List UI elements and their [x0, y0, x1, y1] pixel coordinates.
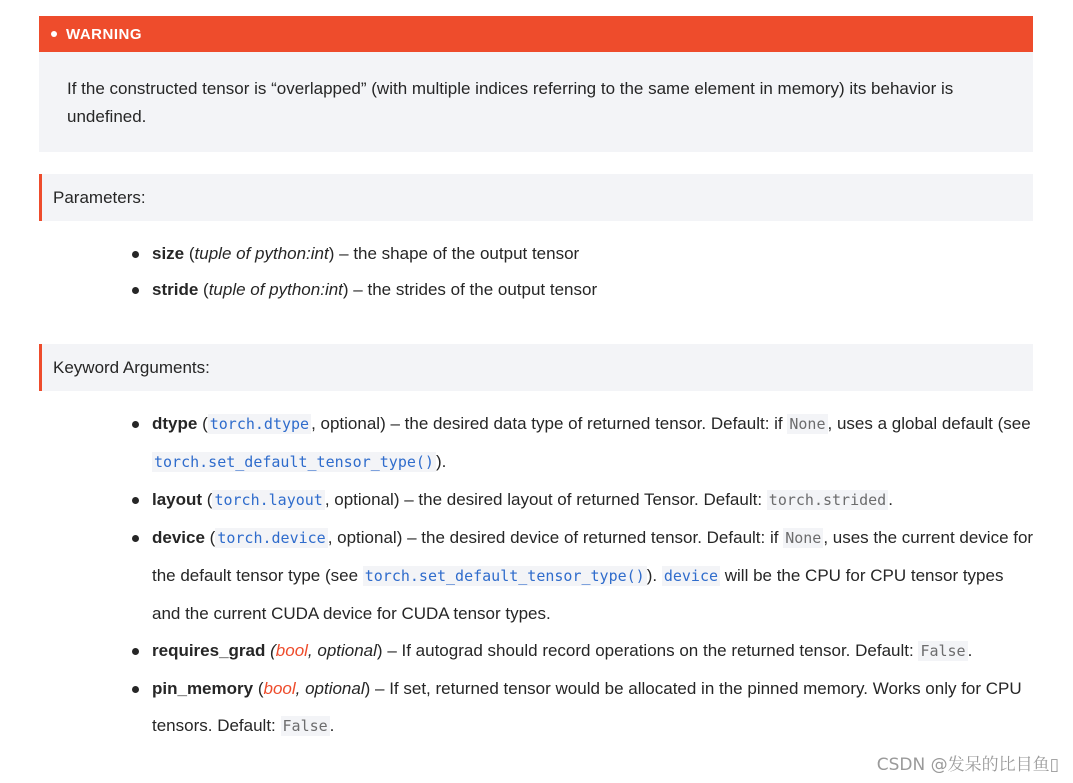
warning-body: If the constructed tensor is “overlapped” (with multiple indices referring to the same element in memory) its behavior is undefined. — [39, 52, 1033, 152]
list-item — [130, 405, 1035, 481]
default-literal: torch.strided — [768, 491, 887, 509]
text-end: . — [888, 490, 893, 509]
param-description: , optional) – the desired device of returned tensor. Default: if — [327, 528, 784, 547]
warning-header — [39, 16, 1033, 52]
param-name: pin_memory — [152, 679, 254, 698]
none-literal: None — [785, 529, 822, 547]
paren-open: ( — [202, 490, 213, 509]
param-description: , optional) – the desired layout of returned Tensor. Default: — [324, 490, 767, 509]
list-item — [130, 236, 1035, 272]
param-type: tuple of python:int — [194, 244, 329, 263]
device-link[interactable]: device — [663, 567, 719, 585]
paren-open: ( — [197, 414, 208, 433]
param-name: layout — [152, 490, 203, 509]
paren-open: ( — [198, 280, 209, 299]
list-item — [130, 272, 1035, 308]
param-type: tuple of python:int — [208, 280, 343, 299]
type-link[interactable]: torch.layout — [214, 491, 323, 509]
keyword-arguments-list — [130, 405, 1035, 745]
watermark: CSDN @发呆的比目鱼▯ — [876, 755, 1059, 775]
bullet-icon — [51, 31, 57, 37]
param-name: stride — [152, 280, 199, 299]
optional-label: , optional — [295, 679, 365, 698]
list-item — [130, 632, 1035, 670]
param-description: , uses the current device for the default tensor type (see — [152, 528, 1034, 585]
param-description: – the strides of the output tensor — [348, 280, 598, 299]
default-literal: False — [920, 642, 966, 660]
optional-label: , optional — [307, 641, 377, 660]
type-link[interactable]: torch.device — [217, 529, 326, 547]
warning-title: WARNING — [66, 25, 142, 43]
paren-open: ( — [265, 641, 276, 660]
param-name: requires_grad — [152, 641, 266, 660]
list-item — [130, 670, 1035, 745]
text-end: . — [329, 716, 335, 735]
paren-close: ) — [376, 641, 383, 660]
param-name: device — [152, 528, 205, 547]
keyword-arguments-heading: Keyword Arguments: — [39, 344, 1033, 391]
type-link[interactable]: bool — [275, 641, 308, 660]
function-link[interactable]: torch.set_default_tensor_type() — [364, 567, 645, 585]
function-link[interactable]: torch.set_default_tensor_type() — [154, 453, 434, 471]
paren-close: ) — [328, 244, 335, 263]
param-description: , uses a global default (see — [827, 414, 1031, 433]
param-description: – the shape of the output tensor — [334, 244, 580, 263]
list-item — [130, 519, 1035, 632]
parameters-heading: Parameters: — [39, 174, 1033, 221]
param-description: will be the CPU for CPU tensor types and the current CUDA device for CUDA tensor types. — [152, 566, 1004, 623]
text-end: . — [967, 641, 973, 660]
parameters-list — [130, 236, 1035, 308]
param-name: size — [152, 244, 185, 263]
default-literal: False — [282, 717, 328, 735]
param-name: dtype — [152, 414, 198, 433]
text-end: ). — [435, 452, 447, 471]
param-description: , optional) – the desired data type of returned tensor. Default: if — [311, 414, 788, 433]
type-link[interactable]: torch.dtype — [209, 415, 310, 433]
none-literal: None — [789, 415, 826, 433]
paren-close: ) — [364, 679, 371, 698]
text-mid: ). — [646, 566, 662, 585]
paren-open: ( — [204, 528, 216, 547]
param-description: – If autograd should record operations on the returned tensor. Default: — [382, 641, 919, 660]
warning-admonition — [39, 16, 1033, 152]
list-item — [130, 481, 1035, 519]
paren-open: ( — [184, 244, 195, 263]
param-description: – If set, returned tensor would be allocated in the pinned memory. Works only for CPU tensors. Default: — [152, 679, 1022, 735]
paren-open: ( — [253, 679, 264, 698]
paren-close: ) — [342, 280, 349, 299]
type-link[interactable]: bool — [263, 679, 296, 698]
